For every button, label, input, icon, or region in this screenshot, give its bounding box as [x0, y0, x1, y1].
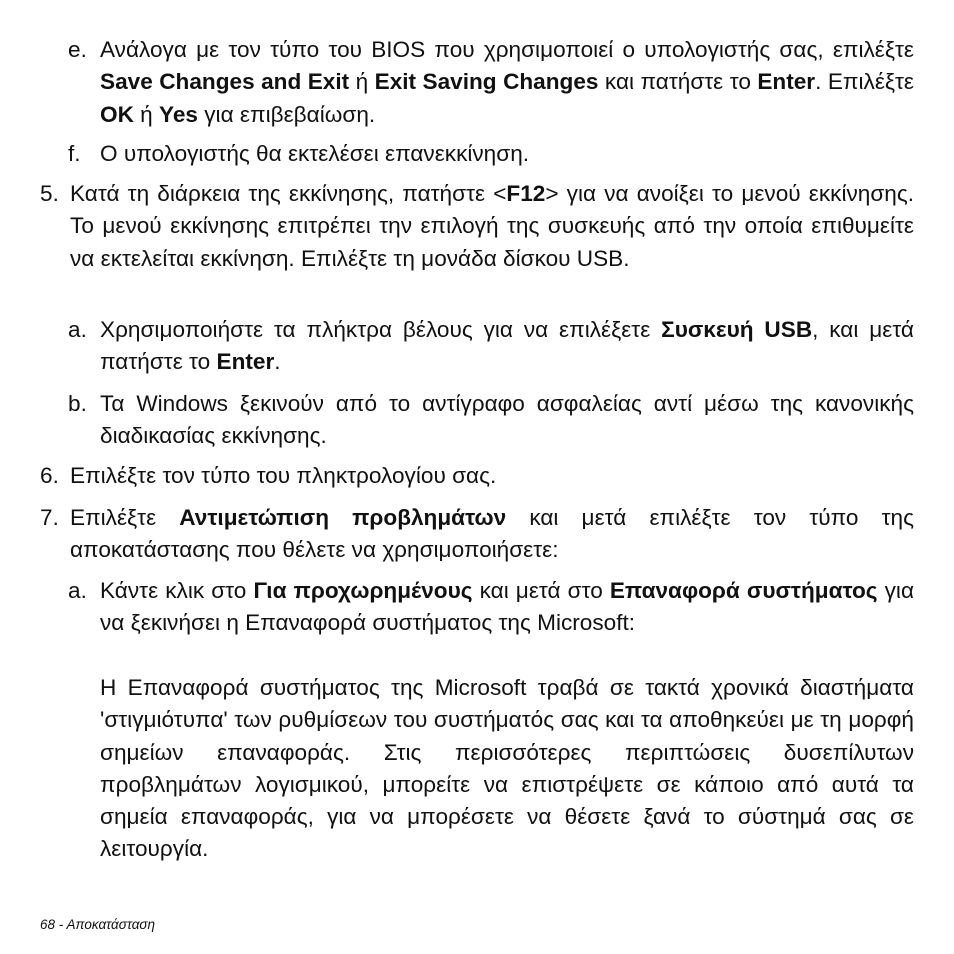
text-run: Τα Windows ξεκινούν από το αντίγραφο ασφαλείας αντί μέσω της κανονικής διαδικασίας εκκίνησης. — [100, 391, 914, 449]
list-marker: a. — [68, 317, 87, 342]
text-run: ή — [133, 101, 160, 127]
list-item-text — [100, 388, 914, 453]
bold-text: Συσκευή USB — [661, 317, 813, 342]
list-marker: 7. — [40, 505, 59, 530]
bold-text: Αντιμετώπιση προβλημάτων — [179, 505, 507, 530]
list-marker: b. — [68, 391, 87, 416]
bold-text: Exit Saving Changes — [374, 69, 599, 95]
list-marker: e. — [68, 37, 87, 62]
text-run: . — [274, 349, 281, 375]
list-marker: f. — [68, 141, 81, 166]
text-run: . Επιλέξτε — [815, 69, 915, 95]
text-run: και μετά επιλέξτε τον τύπο της αποκατάστασης που θέλετε να χρησιμοποιήσετε: — [70, 505, 914, 563]
text-run: και πατήστε το — [598, 69, 758, 95]
text-run: Επιλέξτε — [70, 505, 180, 530]
text-run: > για να ανοίξει το μενού εκκίνησης. Το μενού εκκίνησης επιτρέπει την επιλογή της συσκευής από την οποία επιθυμείτε να εκτελείται εκκίνηση. Επιλέξτε τη μονάδα δίσκου USB. — [70, 181, 914, 271]
text-run: και μετά στο — [472, 578, 610, 603]
list-item-text — [70, 460, 914, 492]
bold-text: Yes — [159, 101, 198, 127]
bold-text: Save Changes and Exit — [100, 69, 350, 95]
text-run: για να ξεκινήσει η Επαναφορά συστήματος της Microsoft: — [100, 578, 914, 636]
list-item-text — [100, 138, 914, 170]
list-marker: 5. — [40, 181, 59, 206]
text-run: Ο υπολογιστής θα εκτελέσει επανεκκίνηση. — [100, 141, 530, 166]
page-footer: 68 - Αποκατάσταση — [40, 917, 156, 932]
list-marker: 6. — [40, 463, 59, 488]
bold-text: F12 — [506, 181, 546, 206]
text-run: Επιλέξτε τον τύπο του πληκτρολογίου σας. — [70, 463, 497, 488]
text-run: Η Επαναφορά συστήματος της Microsoft τραβά σε τακτά χρονικά διαστήματα 'στιγμιότυπα' των ρυθμίσεων του συστήματός σας και τα αποθηκεύει με τη μορφή σημείων επαναφοράς. Στις περισσότερες περιπτώσεις δυσεπίλυτων προβλημάτων λογισμικού, μπορείτε να επιστρέψετε σε κάποιο από αυτά τα σημεία επαναφοράς, για να μπορέσετε να θέσετε ξανά το σύστημά σας σε λειτουργία. — [100, 675, 914, 862]
list-item-text — [100, 672, 914, 866]
bold-text: Enter — [216, 349, 275, 375]
bold-text: Για προχωρημένους — [253, 578, 473, 603]
bold-text: Επαναφορά συστήματος — [609, 578, 878, 603]
list-item-text — [100, 34, 914, 131]
list-item-text — [100, 575, 914, 640]
list-item-text — [70, 178, 914, 275]
text-run: , και μετά πατήστε το — [100, 317, 914, 375]
bold-text: Enter — [757, 69, 816, 95]
list-item-text — [70, 502, 914, 567]
text-run: για επιβεβαίωση. — [197, 101, 376, 127]
list-marker: a. — [68, 578, 87, 603]
text-run: ή — [349, 69, 375, 95]
text-run: Κατά τη διάρκεια της εκκίνησης, πατήστε < — [70, 181, 507, 206]
bold-text: OK — [100, 101, 134, 127]
text-run: Χρησιμοποιήστε τα πλήκτρα βέλους για να επιλέξετε — [100, 317, 662, 342]
list-item-text — [100, 314, 914, 379]
text-run: Κάντε κλικ στο — [100, 578, 254, 603]
text-run: Ανάλογα με τον τύπο του BIOS που χρησιμοποιεί ο υπολογιστής σας, επιλέξτε — [100, 37, 914, 62]
